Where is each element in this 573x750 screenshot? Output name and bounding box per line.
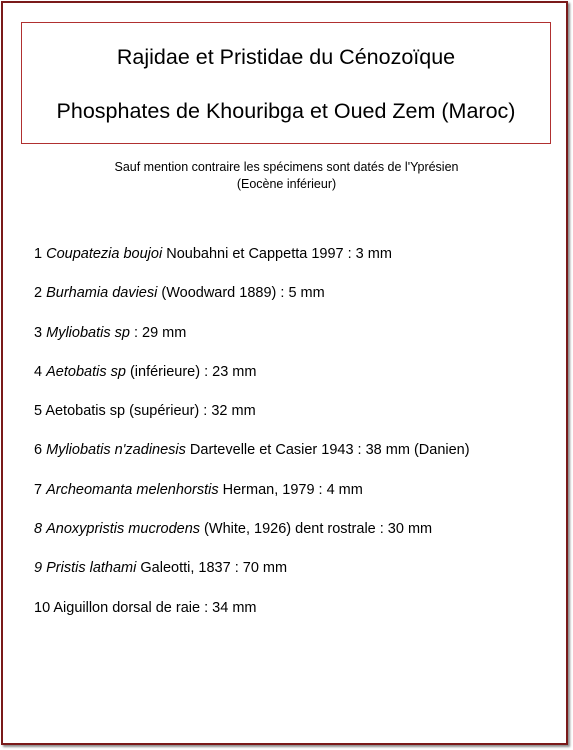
specimen-details: Dartevelle et Casier 1943 : 38 mm (Danien) — [185, 442, 470, 459]
specimen-details: Herman, 1979 : 4 mm — [218, 481, 363, 498]
specimen-number: 6 — [34, 442, 43, 459]
title-line-2: Phosphates de Khouribga et Oued Zem (Maroc) — [56, 99, 516, 123]
specimen-details: Aetobatis sp (supérieur) : 32 mm — [45, 403, 256, 420]
specimen-details: Noubahni et Cappetta 1997 : 3 mm — [162, 246, 392, 262]
specimen-number: 1 — [34, 246, 43, 262]
specimen-number: 9 — [34, 560, 43, 577]
specimen-number: 2 — [34, 285, 43, 302]
specimen-item-9 — [34, 557, 470, 596]
specimen-name: Myliobatis n'zadinesis — [46, 442, 186, 459]
specimen-details: (inférieure) : 23 mm — [125, 363, 257, 380]
specimen-name: Aetobatis sp — [46, 363, 126, 380]
title-box — [21, 22, 551, 144]
specimen-details: (White, 1926) dent rostrale : 30 mm — [200, 521, 433, 538]
specimen-details: Galeotti, 1837 : 70 mm — [136, 560, 288, 577]
specimen-name: Burhamia daviesi — [46, 285, 158, 302]
specimen-details: (Woodward 1889) : 5 mm — [157, 285, 325, 302]
specimen-details: Aiguillon dorsal de raie : 34 mm — [53, 599, 257, 616]
specimen-number: 3 — [34, 324, 43, 341]
specimen-name: Myliobatis sp — [46, 324, 130, 341]
specimen-item-8 — [34, 518, 470, 557]
specimen-number: 4 — [34, 363, 43, 380]
subtitle-line-1: Sauf mention contraire les spécimens sont datés de l'Yprésien — [114, 160, 459, 174]
specimen-item-6 — [34, 439, 470, 478]
specimen-item-1 — [34, 243, 470, 282]
specimen-number: 7 — [34, 481, 43, 498]
specimen-item-3 — [34, 322, 470, 361]
specimen-number: 10 — [34, 599, 51, 616]
title-line-1: Rajidae et Pristidae du Cénozoïque — [116, 45, 456, 69]
specimen-item-2 — [34, 282, 470, 321]
specimen-number: 8 — [34, 521, 43, 538]
specimen-name: Archeomanta melenhorstis — [46, 481, 219, 498]
specimen-name: Anoxypristis mucrodens — [46, 521, 201, 538]
specimen-list — [34, 243, 470, 636]
specimen-name: Pristis lathami — [46, 560, 137, 577]
specimen-item-7 — [34, 479, 470, 518]
specimen-item-10 — [34, 597, 470, 636]
specimen-item-4 — [34, 361, 470, 400]
specimen-name: Coupatezia boujoi — [46, 246, 163, 262]
subtitle-line-2: (Eocène inférieur) — [236, 177, 337, 191]
specimen-item-5 — [34, 400, 470, 439]
specimen-number: 5 — [34, 403, 43, 420]
specimen-details: : 29 mm — [129, 324, 187, 341]
